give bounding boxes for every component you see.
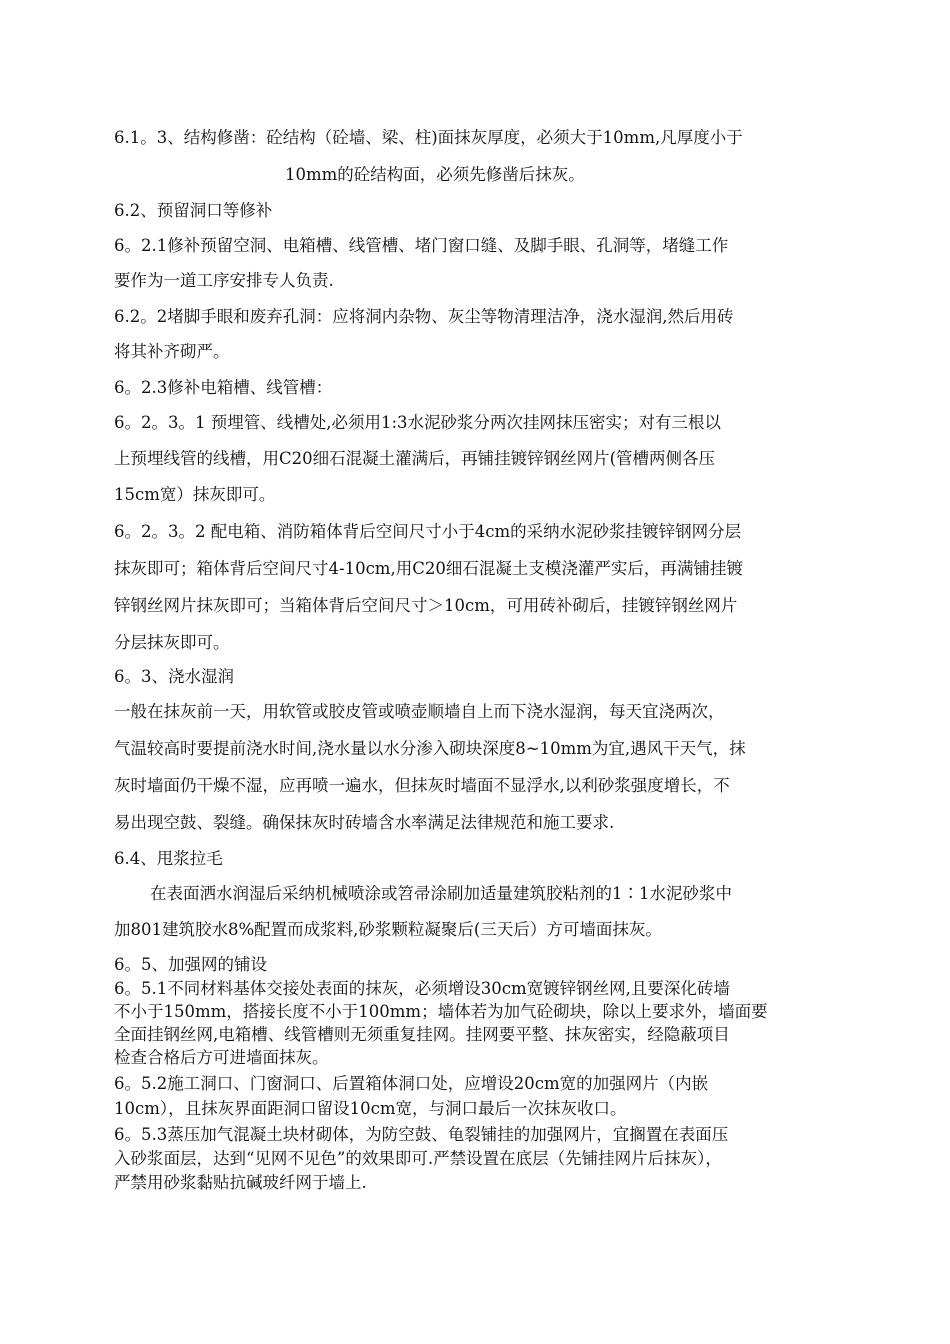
text-line: 入砂浆面层，达到“见网不见色”的效果即可.严禁设置在底层（先铺挂网片后抹灰）， [114,1149,722,1168]
text-line: 6。2.1修补预留空洞、电箱槽、线管槽、堵门窗口缝、及脚手眼、孔洞等，堵缝工作 [114,236,729,255]
text-line: 检查合格后方可进墙面抹灰。 [114,1048,329,1067]
text-line: 不小于150mm，搭接长度不小于100mm；墙体若为加气砼砌块，除以上要求外，墙面要 [114,1002,768,1021]
text-line: 6。5.2施工洞口、门窗洞口、后置箱体洞口处，应增设20cm宽的加强网片（内嵌 [114,1074,709,1093]
text-line: 10mm的砼结构面，必须先修凿后抹灰。 [285,165,585,184]
text-line: 在表面洒水润湿后采纳机械喷涂或笤帚涂刷加适量建筑胶粘剂的1∶1水泥砂浆中 [150,884,732,903]
text-line: 严禁用砂浆黏贴抗碱玻纤网于墙上. [114,1173,367,1192]
text-line: 一般在抹灰前一天，用软管或胶皮管或喷壶顺墙自上而下浇水湿润，每天宜浇两次， [114,702,725,721]
text-line: 易出现空鼓、裂缝。确保抹灰时砖墙含水率满足法律规范和施工要求. [114,813,615,832]
text-line: 抹灰即可；箱体背后空间尺寸4-10cm,用C20细石混凝土支模浇灌严实后，再满铺挂镀 [114,559,743,578]
text-line: 锌钢丝网片抹灰即可；当箱体背后空间尺寸＞10cm，可用砖补砌后，挂镀锌钢丝网片 [114,596,738,615]
text-line: 气温较高时要提前浇水时间,浇水量以水分渗入砌块深度8~10mm为宜,遇风干天气，抹 [114,739,746,758]
text-line: 6。2。3。2 配电箱、消防箱体背后空间尺寸小于4cm的采纳水泥砂浆挂镀锌钢网分层 [114,522,742,541]
text-line: 要作为一道工序安排专人负责. [114,271,334,290]
text-line: 6。5.1不同材料基体交接处表面的抹灰，必须增设30cm宽镀锌钢丝网,且要深化砖墙 [114,979,730,998]
text-line: 上预埋线管的线槽，用C20细石混凝土灌满后，再铺挂镀锌钢丝网片(管槽两侧各压 [114,449,716,468]
text-line: 6。2.3修补电箱槽、线管槽： [114,378,333,397]
text-line: 灰时墙面仍干燥不湿，应再喷一遍水，但抹灰时墙面不显浮水,以利砂浆强度增长，不 [114,776,730,795]
section-heading: 6.2、预留洞口等修补 [114,201,273,220]
text-line: 6。2。3。1 预埋管、线槽处,必须用1:3水泥砂浆分两次挂网抹压密实；对有三根以 [114,413,722,432]
text-line: 全面挂钢丝网,电箱槽、线管槽则无须重复挂网。挂网要平整、抹灰密实，经隐蔽项目 [114,1025,730,1044]
section-heading: 6。5、加强网的铺设 [114,955,267,974]
section-heading: 6.4、甩浆拉毛 [114,849,223,868]
text-line: 10cm），且抹灰界面距洞口留设10cm宽，与洞口最后一次抹灰收口。 [114,1099,627,1118]
text-line: 6.1。3、结构修凿：砼结构（砼墙、梁、柱)面抹灰厚度，必须大于10mm,凡厚度小于 [114,128,743,147]
text-line: 分层抹灰即可。 [114,633,230,652]
text-line: 6.2。2堵脚手眼和废弃孔洞：应将洞内杂物、灰尘等物清理洁净，浇水湿润,然后用砖 [114,307,734,326]
text-line: 加801建筑胶水8%配置而成浆料,砂浆颗粒凝聚后(三天后）方可墙面抹灰。 [114,920,662,939]
text-line: 6。5.3蒸压加气混凝土块材砌体，为防空鼓、龟裂铺挂的加强网片，宜搁置在表面压 [114,1125,729,1144]
text-line: 15cm宽）抹灰即可。 [114,485,276,504]
section-heading: 6。3、浇水湿润 [114,667,234,686]
text-line: 将其补齐砌严。 [114,342,230,361]
